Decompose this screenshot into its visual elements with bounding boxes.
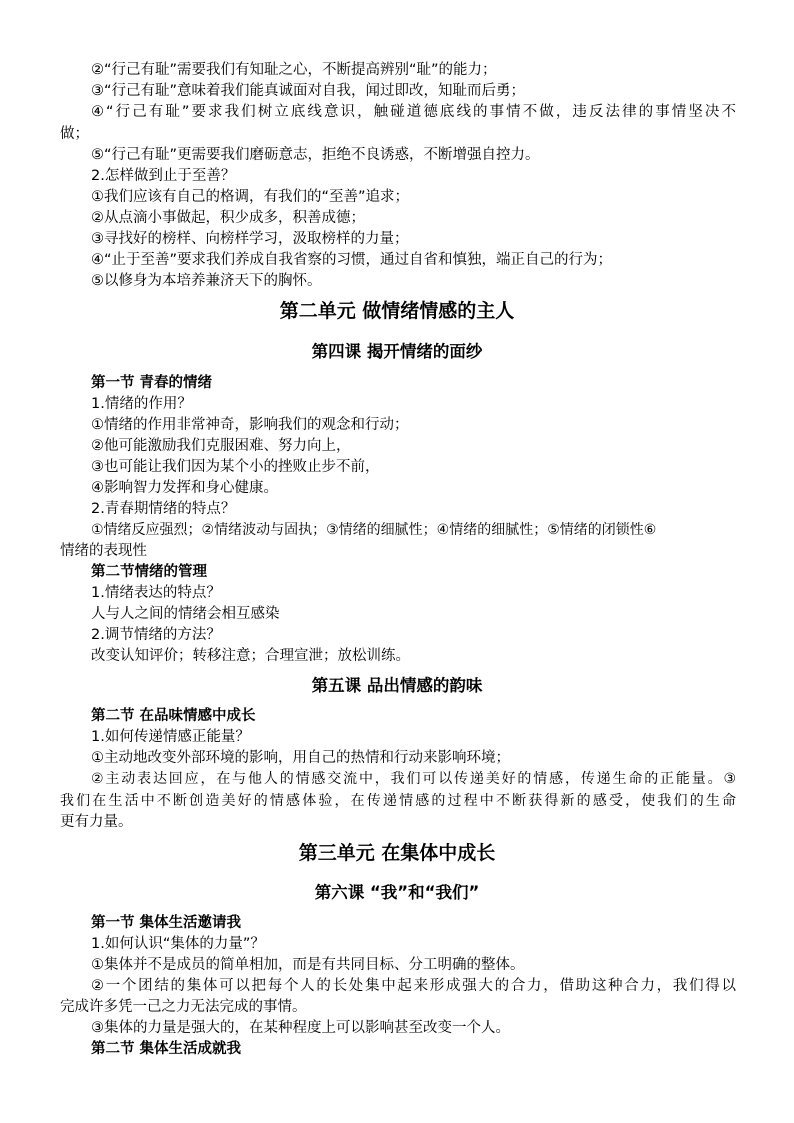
paragraph-line: ⑤“行己有耻”更需要我们磨砺意志，拒绝不良诱惑，不断增强自控力。: [91, 147, 540, 163]
paragraph-line: ④影响智力发挥和身心健康。: [91, 480, 278, 496]
paragraph-line: ③寻找好的榜样、向榜样学习，汲取榜样的力量；: [91, 231, 409, 247]
unit-heading: 第三单元 在集体中成长: [298, 842, 496, 864]
paragraph-line: 情绪的表现性: [60, 543, 147, 559]
paragraph-line: 更有力量。: [60, 814, 133, 830]
question-line: 2.青春期情绪的特点？: [91, 501, 236, 517]
unit-heading: 第二单元 做情绪情感的主人: [279, 300, 515, 322]
question-line: 1.情绪的作用？: [91, 396, 192, 412]
paragraph-line: ①集体并不是成员的简单相加，而是有共同目标、分工明确的整体。: [91, 957, 525, 973]
question-line: 2.调节情绪的方法？: [91, 627, 221, 643]
paragraph-line: ②一个团结的集体可以把每个人的长处集中起来形成强大的合力，借助这种合力，我们得以: [91, 978, 736, 994]
paragraph-line: ①主动地改变外部环境的影响，用自己的热情和行动来影响环境；: [91, 750, 510, 766]
paragraph-line: ③“行己有耻”意味着我们能真诚面对自我，闻过即改，知耻而后勇；: [91, 83, 526, 99]
question-line: 1.如何认识“集体的力量”？: [91, 936, 265, 952]
section-heading: 第二节 集体生活成就我: [91, 1041, 242, 1057]
paragraph-line: ④“行己有耻”要求我们树立底线意识，触碰道德底线的事情不做，违反法律的事情坚决不: [91, 104, 736, 120]
paragraph-line: ⑤以修身为本培养兼济天下的胸怀。: [91, 273, 322, 289]
question-line: 1.情绪表达的特点？: [91, 585, 221, 601]
paragraph-line: ②“行己有耻”需要我们有知耻之心，不断提高辨别“耻”的能力；: [91, 62, 497, 78]
paragraph-line: ①情绪反应强烈；②情绪波动与固执；③情绪的细腻性；④情绪的细腻性；⑤情绪的闭锁性⑥: [91, 522, 657, 538]
paragraph-line: ①我们应该有自己的格调，有我们的“至善”追求；: [91, 189, 410, 205]
question-line: 1.如何传递情感正能量？: [91, 729, 250, 745]
paragraph-line: ②从点滴小事做起，积少成多，积善成德；: [91, 210, 365, 226]
paragraph-line: ②他可能激励我们克服困难、努力向上，: [91, 438, 351, 454]
paragraph-line: 人与人之间的情绪会相互感染: [91, 606, 280, 622]
paragraph-line: ①情绪的作用非常神奇，影响我们的观念和行动；: [91, 417, 409, 433]
paragraph-line: ④“止于至善”要求我们养成自我省察的习惯，通过自省和慎独，端正自己的行为；: [91, 252, 613, 268]
paragraph-line: 我们在生活中不断创造美好的情感体验，在传递情感的过程中不断获得新的感受，使我们的生命: [60, 793, 736, 809]
paragraph-line: 完成许多凭一己之力无法完成的事情。: [60, 999, 307, 1015]
section-heading: 第二节 在品味情感中成长: [91, 708, 256, 724]
section-heading: 第二节情绪的管理: [91, 564, 207, 580]
paragraph-line: ②主动表达回应，在与他人的情感交流中，我们可以传递美好的情感，传递生命的正能量。③: [91, 771, 736, 787]
paragraph-line: 做；: [60, 126, 89, 142]
section-heading: 第一节 集体生活邀请我: [91, 915, 242, 931]
paragraph-line: ③也可能让我们因为某个小的挫败止步不前，: [91, 459, 380, 475]
lesson-heading: 第四课 揭开情绪的面纱: [311, 342, 483, 361]
question-line: 2.怎样做到止于至善？: [91, 168, 236, 184]
lesson-heading: 第五课 品出情感的韵味: [311, 676, 483, 695]
lesson-heading: 第六课 “我”和“我们”: [314, 883, 480, 902]
section-heading: 第一节 青春的情绪: [91, 375, 213, 391]
paragraph-line: ③集体的力量是强大的，在某种程度上可以影响甚至改变一个人。: [91, 1020, 510, 1036]
paragraph-line: 改变认知评价；转移注意；合理宣泄；放松训练。: [91, 648, 410, 664]
